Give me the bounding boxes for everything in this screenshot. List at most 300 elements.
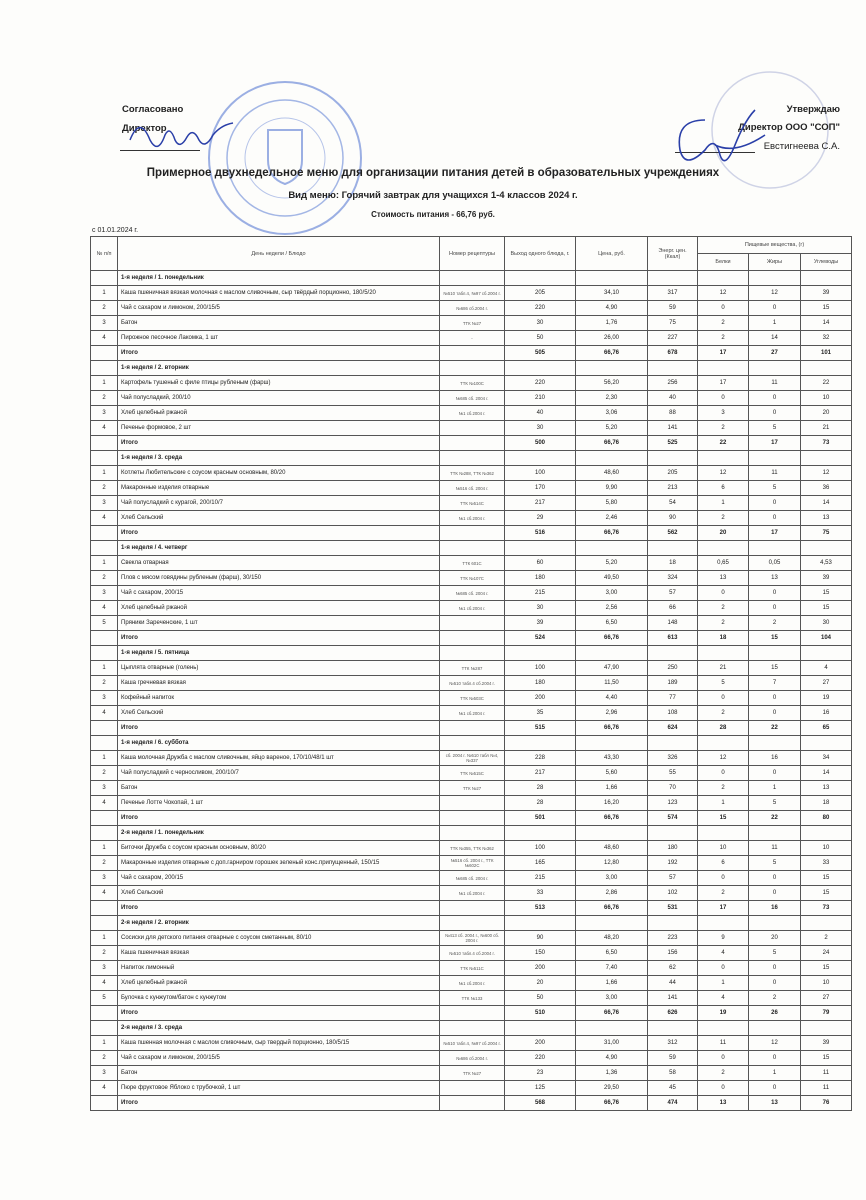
carbs: 4: [801, 661, 852, 676]
total-row: [91, 901, 852, 916]
empty-cell: [440, 916, 505, 931]
item-num: 3: [91, 781, 118, 796]
carbs: 15: [801, 586, 852, 601]
day-header-row: [91, 826, 852, 841]
total-protein: 15: [698, 811, 749, 826]
total-row: [91, 346, 852, 361]
day-header-row: [91, 271, 852, 286]
dish-name: Плов с мясом говядины рубленым (фарш), 30/150: [118, 571, 440, 586]
fat: 0: [749, 766, 801, 781]
day-header-row: [91, 646, 852, 661]
fat: 7: [749, 676, 801, 691]
yield: 100: [505, 841, 576, 856]
energy: 317: [648, 286, 698, 301]
fat: 12: [749, 286, 801, 301]
carbs: 15: [801, 301, 852, 316]
total-energy: 531: [648, 901, 698, 916]
empty-cell: [801, 916, 852, 931]
energy: 227: [648, 331, 698, 346]
table-row: [91, 781, 852, 796]
price: 11,50: [576, 676, 648, 691]
total-row: [91, 811, 852, 826]
meal-cost: Стоимость питания - 66,76 руб.: [371, 210, 495, 219]
fat: 0: [749, 1081, 801, 1096]
table-row: [91, 286, 852, 301]
yield: 210: [505, 391, 576, 406]
table-row: [91, 1066, 852, 1081]
recipe-number: ТТК №133: [440, 991, 505, 1006]
total-energy: 474: [648, 1096, 698, 1111]
total-protein: 17: [698, 901, 749, 916]
dish-name: Напиток лимонный: [118, 961, 440, 976]
total-fat: 13: [749, 1096, 801, 1111]
recipe-number: ТТК №515С: [440, 766, 505, 781]
empty-cell: [505, 826, 576, 841]
empty-cell: [91, 541, 118, 556]
total-carbs: 73: [801, 436, 852, 451]
total-yield: 501: [505, 811, 576, 826]
price: 56,20: [576, 376, 648, 391]
empty-cell: [91, 826, 118, 841]
empty-cell: [440, 1006, 505, 1021]
empty-cell: [91, 631, 118, 646]
item-num: 2: [91, 856, 118, 871]
table-row: [91, 301, 852, 316]
fat: 15: [749, 661, 801, 676]
dish-name: Сосиски для детского питания отварные с соусом сметанным, 80/10: [118, 931, 440, 946]
energy: 141: [648, 421, 698, 436]
fat: 0: [749, 301, 801, 316]
approval-right-label: Утверждаю: [786, 104, 840, 115]
menu-table: [90, 236, 852, 1111]
total-fat: 15: [749, 631, 801, 646]
protein: 6: [698, 481, 749, 496]
table-row: [91, 421, 852, 436]
item-num: 5: [91, 616, 118, 631]
empty-cell: [91, 526, 118, 541]
total-yield: 513: [505, 901, 576, 916]
item-num: 2: [91, 766, 118, 781]
item-num: 4: [91, 706, 118, 721]
carbs: 34: [801, 751, 852, 766]
energy: 312: [648, 1036, 698, 1051]
empty-cell: [648, 361, 698, 376]
empty-cell: [91, 1006, 118, 1021]
yield: 217: [505, 766, 576, 781]
dish-name: Каша гречневая вязкая: [118, 676, 440, 691]
total-carbs: 65: [801, 721, 852, 736]
yield: 60: [505, 556, 576, 571]
table-row: [91, 856, 852, 871]
carbs: 24: [801, 946, 852, 961]
table-row: [91, 991, 852, 1006]
energy: 40: [648, 391, 698, 406]
fat: 0,05: [749, 556, 801, 571]
empty-cell: [505, 736, 576, 751]
header-dish: День недели / Блюдо: [118, 237, 440, 271]
total-price: 66,76: [576, 721, 648, 736]
price: 9,90: [576, 481, 648, 496]
table-row: [91, 406, 852, 421]
item-num: 4: [91, 976, 118, 991]
recipe-number: №1 сб.2004 г.: [440, 976, 505, 991]
item-num: 3: [91, 1066, 118, 1081]
price: 3,00: [576, 991, 648, 1006]
header-fat: Жиры: [749, 254, 801, 271]
empty-cell: [576, 541, 648, 556]
header-nutrients: Пищевые вещества, (г): [698, 237, 852, 254]
carbs: 32: [801, 331, 852, 346]
total-price: 66,76: [576, 436, 648, 451]
recipe-number: №510 табл.4 сб.2004 г.: [440, 676, 505, 691]
item-num: 4: [91, 421, 118, 436]
empty-cell: [801, 736, 852, 751]
approval-left-role: Директор: [122, 123, 167, 134]
dish-name: Каша пшеничная вязкая молочная с маслом сливочным, сыр твёрдый порционно, 180/5/20: [118, 286, 440, 301]
table-row: [91, 511, 852, 526]
protein: 2: [698, 886, 749, 901]
carbs: 10: [801, 391, 852, 406]
energy: 148: [648, 616, 698, 631]
table-row: [91, 1051, 852, 1066]
protein: 9: [698, 931, 749, 946]
protein: 2: [698, 616, 749, 631]
empty-cell: [648, 826, 698, 841]
empty-cell: [440, 526, 505, 541]
empty-cell: [576, 646, 648, 661]
empty-cell: [698, 271, 749, 286]
item-num: 2: [91, 301, 118, 316]
price: 2,86: [576, 886, 648, 901]
item-num: 3: [91, 496, 118, 511]
total-fat: 22: [749, 811, 801, 826]
protein: 4: [698, 991, 749, 1006]
item-num: 2: [91, 946, 118, 961]
total-price: 66,76: [576, 1096, 648, 1111]
table-row: [91, 976, 852, 991]
header-yield: Выход одного блюда, г.: [505, 237, 576, 271]
carbs: 27: [801, 676, 852, 691]
protein: 0: [698, 961, 749, 976]
carbs: 18: [801, 796, 852, 811]
recipe-number: сб. 2004 г. №510 табл №4, №337: [440, 751, 505, 766]
header-num: № п/п: [91, 237, 118, 271]
empty-cell: [440, 901, 505, 916]
yield: 39: [505, 616, 576, 631]
recipe-number: ТТК №511С: [440, 961, 505, 976]
day-header-row: [91, 1021, 852, 1036]
empty-cell: [698, 1021, 749, 1036]
energy: 324: [648, 571, 698, 586]
table-row: [91, 706, 852, 721]
yield: 205: [505, 286, 576, 301]
total-price: 66,76: [576, 346, 648, 361]
header-carbs: Углеводы: [801, 254, 852, 271]
energy: 54: [648, 496, 698, 511]
energy: 70: [648, 781, 698, 796]
yield: 220: [505, 301, 576, 316]
energy: 223: [648, 931, 698, 946]
total-price: 66,76: [576, 1006, 648, 1021]
day-header-row: [91, 541, 852, 556]
fat: 13: [749, 571, 801, 586]
energy: 102: [648, 886, 698, 901]
table-row: [91, 766, 852, 781]
carbs: 14: [801, 766, 852, 781]
dish-name: Каша пшенная молочная с маслом сливочным, сыр твердый порционно, 180/5/15: [118, 1036, 440, 1051]
carbs: 22: [801, 376, 852, 391]
empty-cell: [440, 541, 505, 556]
carbs: 13: [801, 511, 852, 526]
item-num: 4: [91, 601, 118, 616]
total-fat: 26: [749, 1006, 801, 1021]
day-header-row: [91, 361, 852, 376]
recipe-number: №1 сб.2004 г.: [440, 601, 505, 616]
protein: 2: [698, 601, 749, 616]
empty-cell: [698, 826, 749, 841]
dish-name: Каша пшеничная вязкая: [118, 946, 440, 961]
fat: 0: [749, 886, 801, 901]
total-row: [91, 721, 852, 736]
yield: 170: [505, 481, 576, 496]
page-title: Примерное двухнедельное меню для организации питания детей в образовательных учреждениях: [146, 167, 720, 179]
empty-cell: [440, 721, 505, 736]
day-title: 2-я неделя / 2. вторник: [118, 916, 440, 931]
recipe-number: ТТК №355, ТТК №362: [440, 841, 505, 856]
dish-name: Чай с сахаром и лимоном, 200/15/5: [118, 1051, 440, 1066]
price: 4,90: [576, 301, 648, 316]
fat: 0: [749, 691, 801, 706]
energy: 256: [648, 376, 698, 391]
total-price: 66,76: [576, 901, 648, 916]
day-title: 1-я неделя / 4. четверг: [118, 541, 440, 556]
yield: 228: [505, 751, 576, 766]
table-row: [91, 676, 852, 691]
recipe-number: ТТК №107С: [440, 571, 505, 586]
empty-cell: [91, 436, 118, 451]
fat: 20: [749, 931, 801, 946]
table-row: [91, 616, 852, 631]
approver-signature-icon: [665, 100, 775, 175]
protein: 3: [698, 406, 749, 421]
carbs: 21: [801, 421, 852, 436]
price: 29,50: [576, 1081, 648, 1096]
item-num: 1: [91, 556, 118, 571]
protein: 12: [698, 286, 749, 301]
empty-cell: [91, 1021, 118, 1036]
recipe-number: №510 табл.4, №97 сб.2004 г.: [440, 1036, 505, 1051]
protein: 12: [698, 751, 749, 766]
yield: 215: [505, 871, 576, 886]
empty-cell: [749, 271, 801, 286]
day-header-row: [91, 451, 852, 466]
price: 2,30: [576, 391, 648, 406]
total-fat: 16: [749, 901, 801, 916]
yield: 90: [505, 931, 576, 946]
energy: 58: [648, 1066, 698, 1081]
price: 5,80: [576, 496, 648, 511]
table-row: [91, 841, 852, 856]
protein: 21: [698, 661, 749, 676]
fat: 14: [749, 331, 801, 346]
yield: 220: [505, 1051, 576, 1066]
carbs: 4,53: [801, 556, 852, 571]
price: 16,20: [576, 796, 648, 811]
recipe-number: [440, 421, 505, 436]
fat: 1: [749, 316, 801, 331]
total-label: Итого: [118, 346, 440, 361]
dish-name: Батон: [118, 1066, 440, 1081]
day-title: 1-я неделя / 1. понедельник: [118, 271, 440, 286]
total-carbs: 80: [801, 811, 852, 826]
fat: 2: [749, 991, 801, 1006]
protein: 0: [698, 1051, 749, 1066]
carbs: 19: [801, 691, 852, 706]
total-label: Итого: [118, 811, 440, 826]
total-carbs: 101: [801, 346, 852, 361]
protein: 2: [698, 316, 749, 331]
recipe-number: №685 сб. 2004 г.: [440, 586, 505, 601]
day-title: 2-я неделя / 1. понедельник: [118, 826, 440, 841]
total-energy: 525: [648, 436, 698, 451]
recipe-number: №1 сб.2004 г.: [440, 511, 505, 526]
fat: 0: [749, 871, 801, 886]
table-row: [91, 1036, 852, 1051]
table-row: [91, 1081, 852, 1096]
total-energy: 613: [648, 631, 698, 646]
carbs: 15: [801, 886, 852, 901]
school-stamp-icon: [190, 80, 380, 250]
empty-cell: [505, 271, 576, 286]
protein: 2: [698, 421, 749, 436]
price: 12,80: [576, 856, 648, 871]
total-label: Итого: [118, 901, 440, 916]
price: 3,00: [576, 586, 648, 601]
dish-name: Чай с сахаром и лимоном, 200/15/5: [118, 301, 440, 316]
protein: 13: [698, 571, 749, 586]
empty-cell: [576, 736, 648, 751]
dish-name: Картофель тушеный с филе птицы рубленым (фарш): [118, 376, 440, 391]
dish-name: Кофейный напиток: [118, 691, 440, 706]
dish-name: Хлеб Сельский: [118, 706, 440, 721]
total-label: Итого: [118, 526, 440, 541]
empty-cell: [91, 346, 118, 361]
protein: 1: [698, 976, 749, 991]
carbs: 36: [801, 481, 852, 496]
empty-cell: [698, 541, 749, 556]
price: 6,50: [576, 616, 648, 631]
table-row: [91, 586, 852, 601]
total-energy: 626: [648, 1006, 698, 1021]
dish-name: Чай полусладкий с черносливом, 200/10/7: [118, 766, 440, 781]
item-num: 2: [91, 391, 118, 406]
dish-name: Печенье Лотте Чокопай, 1 шт: [118, 796, 440, 811]
recipe-number: [440, 1081, 505, 1096]
empty-cell: [505, 1021, 576, 1036]
price: 48,60: [576, 841, 648, 856]
empty-cell: [801, 361, 852, 376]
menu-type: Вид меню: Горячий завтрак для учащихся 1-4 классов 2024 г.: [288, 190, 578, 201]
empty-cell: [801, 646, 852, 661]
item-num: 1: [91, 931, 118, 946]
protein: 2: [698, 331, 749, 346]
empty-cell: [91, 451, 118, 466]
empty-cell: [749, 451, 801, 466]
price: 48,20: [576, 931, 648, 946]
recipe-number: ТТК №27: [440, 1066, 505, 1081]
protein: 4: [698, 946, 749, 961]
yield: 215: [505, 586, 576, 601]
empty-cell: [801, 826, 852, 841]
recipe-number: №1 сб.2004 г.: [440, 706, 505, 721]
total-protein: 18: [698, 631, 749, 646]
item-num: 4: [91, 1081, 118, 1096]
energy: 192: [648, 856, 698, 871]
price: 43,30: [576, 751, 648, 766]
yield: 200: [505, 961, 576, 976]
dish-name: Батон: [118, 781, 440, 796]
empty-cell: [576, 271, 648, 286]
total-label: Итого: [118, 631, 440, 646]
empty-cell: [440, 361, 505, 376]
energy: 62: [648, 961, 698, 976]
yield: 35: [505, 706, 576, 721]
table-row: [91, 496, 852, 511]
recipe-number: ТТК №27: [440, 781, 505, 796]
total-yield: 516: [505, 526, 576, 541]
header-protein: Белки: [698, 254, 749, 271]
total-yield: 500: [505, 436, 576, 451]
protein: 0: [698, 391, 749, 406]
empty-cell: [576, 1021, 648, 1036]
total-label: Итого: [118, 1006, 440, 1021]
energy: 88: [648, 406, 698, 421]
recipe-number: [440, 796, 505, 811]
carbs: 39: [801, 1036, 852, 1051]
yield: 125: [505, 1081, 576, 1096]
empty-cell: [440, 436, 505, 451]
empty-cell: [440, 271, 505, 286]
empty-cell: [749, 826, 801, 841]
energy: 156: [648, 946, 698, 961]
price: 47,90: [576, 661, 648, 676]
recipe-number: №510 табл.4 сб.2004 г.: [440, 946, 505, 961]
protein: 0,65: [698, 556, 749, 571]
protein: 0: [698, 1081, 749, 1096]
empty-cell: [801, 271, 852, 286]
item-num: 3: [91, 961, 118, 976]
table-row: [91, 466, 852, 481]
protein: 0: [698, 586, 749, 601]
item-num: 1: [91, 1036, 118, 1051]
yield: 23: [505, 1066, 576, 1081]
price: 26,00: [576, 331, 648, 346]
carbs: 12: [801, 466, 852, 481]
table-row: [91, 886, 852, 901]
dish-name: Макаронные изделия отварные: [118, 481, 440, 496]
carbs: 15: [801, 961, 852, 976]
item-num: 2: [91, 1051, 118, 1066]
yield: 217: [505, 496, 576, 511]
fat: 5: [749, 856, 801, 871]
dish-name: Чай с сахаром, 200/15: [118, 871, 440, 886]
carbs: 10: [801, 841, 852, 856]
total-carbs: 104: [801, 631, 852, 646]
item-num: 1: [91, 376, 118, 391]
price: 2,56: [576, 601, 648, 616]
price: 5,20: [576, 556, 648, 571]
item-num: 3: [91, 691, 118, 706]
